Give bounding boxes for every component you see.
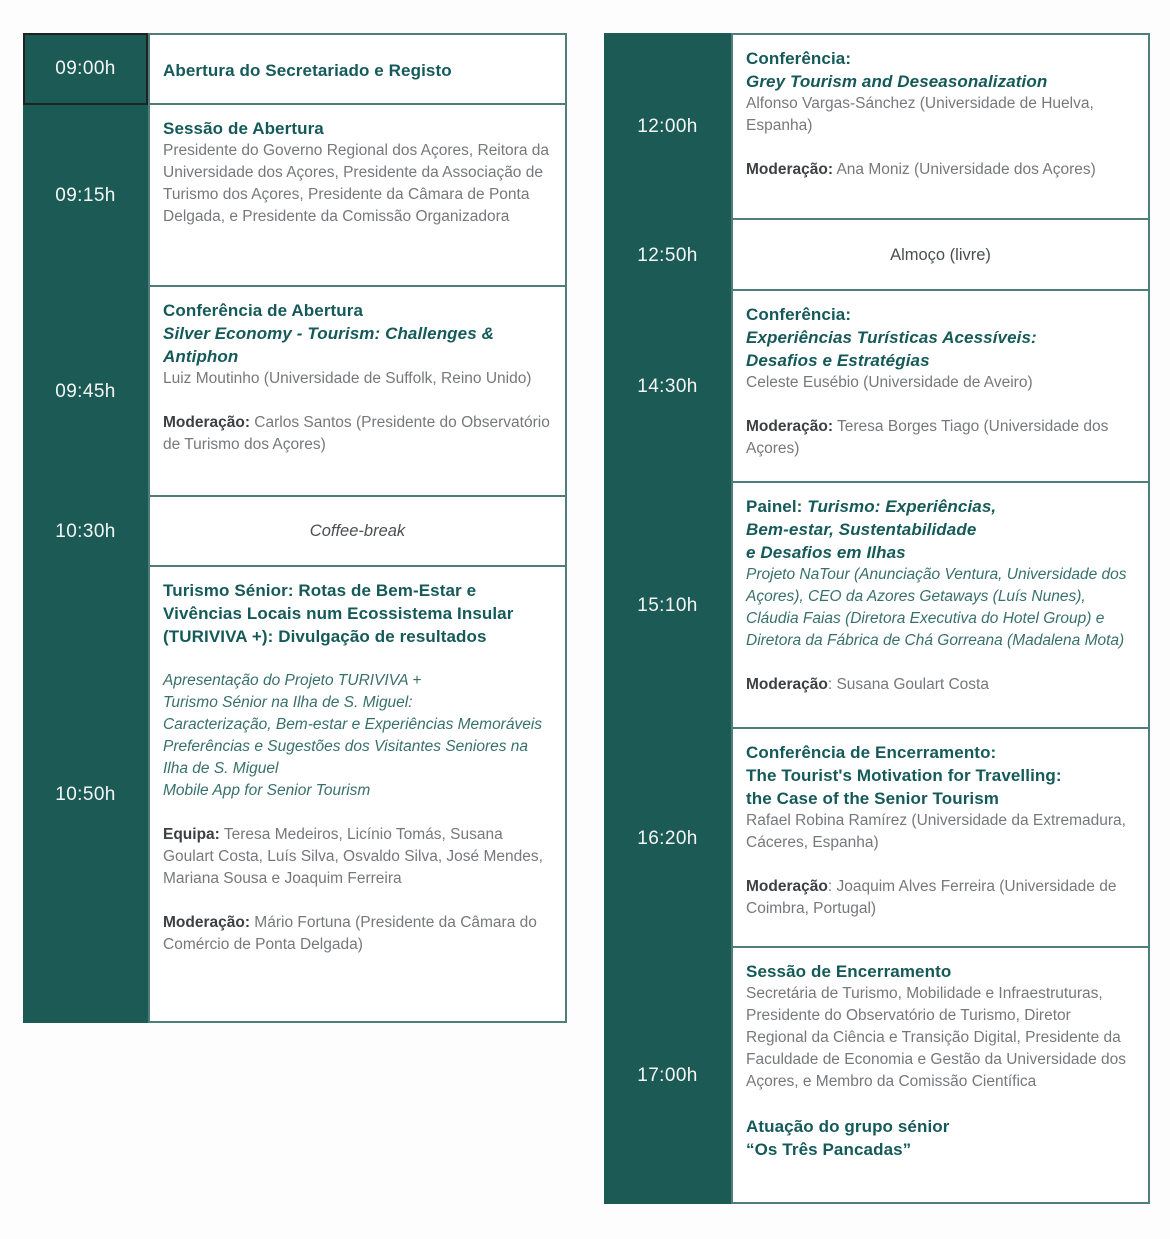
- paragraph-spacer: [746, 394, 1134, 416]
- session-subtitle: Grey Tourism and Deseasonalization: [746, 72, 1048, 91]
- time-cell: 10:30h: [23, 497, 148, 567]
- time-cell: 09:15h: [23, 105, 148, 287]
- time-cell: 10:50h: [23, 567, 148, 1023]
- bold-label: Moderação: [746, 676, 828, 693]
- bold-label: Moderação:: [746, 418, 833, 435]
- session-cell: [148, 497, 567, 567]
- time-cell: 17:00h: [604, 948, 731, 1204]
- session-title: Atuação do grupo sénior “Os Três Pancadas”: [746, 1117, 950, 1159]
- break-label: Coffee-break: [309, 522, 406, 540]
- session-title: Painel: Turismo: Experiências, Bem-estar, Sustentabilidade e Desafios em Ilhas: [746, 497, 997, 562]
- time-cell: 09:00h: [23, 33, 148, 105]
- schedule-row: [23, 497, 567, 567]
- session-cell: [148, 567, 567, 1023]
- moderation-line: Moderação: Teresa Borges Tiago (Universidade dos Açores): [746, 418, 1109, 457]
- paragraph-spacer: [746, 854, 1134, 876]
- schedule-row: [604, 729, 1150, 948]
- paragraph-spacer: [163, 390, 551, 412]
- time-cell: 15:10h: [604, 483, 731, 729]
- session-subtitle: Experiências Turísticas Acessíveis: Desafios e Estratégias: [746, 328, 1037, 370]
- session-speakers: Celeste Eusébio (Universidade de Aveiro): [746, 374, 1033, 391]
- session-title-italic-part: Turismo: Experiências, Bem-estar, Sustentabilidade e Desafios em Ilhas: [746, 497, 997, 562]
- paragraph-spacer: [746, 1093, 1134, 1115]
- schedule-row: [23, 105, 567, 287]
- bold-label: Moderação: [746, 878, 828, 895]
- session-speakers: Rafael Robina Ramírez (Universidade da Extremadura, Cáceres, Espanha): [746, 812, 1126, 851]
- break-label: Almoço (livre): [890, 245, 991, 264]
- paragraph-spacer: [163, 802, 551, 824]
- session-cell: [731, 729, 1150, 948]
- session-speakers: Alfonso Vargas-Sánchez (Universidade de Huelva, Espanha): [746, 95, 1094, 134]
- moderation-line: Moderação: Joaquim Alves Ferreira (Universidade de Coimbra, Portugal): [746, 878, 1117, 917]
- paragraph-spacer: [163, 890, 551, 912]
- bold-label: Moderação:: [746, 161, 833, 178]
- time-cell: 12:00h: [604, 33, 731, 220]
- paragraph-spacer: [746, 137, 1134, 159]
- bold-label: Moderação:: [163, 414, 250, 431]
- bold-label: Moderação:: [163, 914, 250, 931]
- paragraph-spacer: [163, 648, 551, 670]
- session-speakers: Presidente do Governo Regional dos Açores, Reitora da Universidade dos Açores, Presidente da Associação de Turismo dos Açores, Presidente da Câmara de Ponta Delgada, e Presidente da Comissão Organizadora: [163, 142, 550, 225]
- session-cell: [731, 483, 1150, 729]
- session-cell: [148, 287, 567, 497]
- schedule-row: [604, 483, 1150, 729]
- moderation-line: Moderação: Susana Goulart Costa: [746, 676, 989, 693]
- session-cell: [148, 105, 567, 287]
- session-cell: [731, 948, 1150, 1204]
- moderation-line: Moderação: Carlos Santos (Presidente do Observatório de Turismo dos Açores): [163, 414, 550, 453]
- schedule-row: [23, 33, 567, 105]
- schedule-row: [23, 287, 567, 497]
- session-title: Conferência:: [746, 49, 852, 68]
- session-topics: Apresentação do Projeto TURIVIVA + Turismo Sénior na Ilha de S. Miguel: Caracterização, Bem-estar e Experiências Memoráveis Preferências e Sugestões dos Visitantes Seniores na Ilha de S. Miguel Mobile App for Senior Tourism: [163, 672, 543, 799]
- schedule-row: [604, 948, 1150, 1204]
- session-title: Conferência de Encerramento: The Tourist's Motivation for Travelling: the Case of the Senior Tourism: [746, 743, 1062, 808]
- schedule-row: [604, 220, 1150, 291]
- moderation-line: Moderação: Mário Fortuna (Presidente da Câmara do Comércio de Ponta Delgada): [163, 914, 537, 953]
- paragraph-spacer: [746, 652, 1134, 674]
- session-topics: Projeto NaTour (Anunciação Ventura, Universidade dos Açores), CEO da Azores Getaways (Luís Nunes), Cláudia Faias (Diretora Executiva do Hotel Group) e Diretora da Fábrica de Chá Gorreana (Madalena Mota): [746, 566, 1127, 649]
- session-title: Abertura do Secretariado e Registo: [163, 60, 452, 80]
- session-title: Conferência:: [746, 305, 852, 324]
- schedule-row: [23, 567, 567, 1023]
- session-cell: [148, 33, 567, 105]
- moderation-line: Equipa: Teresa Medeiros, Licínio Tomás, Susana Goulart Costa, Luís Silva, Osvaldo Silva, José Mendes, Mariana Sousa e Joaquim Ferreira: [163, 826, 543, 887]
- schedule-column-afternoon: [604, 33, 1150, 1204]
- session-title: Sessão de Abertura: [163, 119, 324, 138]
- session-title: Conferência de Abertura: [163, 301, 364, 320]
- moderation-line: Moderação: Ana Moniz (Universidade dos Açores): [746, 161, 1096, 178]
- schedule-row: [604, 291, 1150, 483]
- schedule-row: [604, 33, 1150, 220]
- session-cell: [731, 220, 1150, 291]
- schedule-column-morning: [23, 33, 567, 1023]
- session-cell: [731, 291, 1150, 483]
- time-cell: 16:20h: [604, 729, 731, 948]
- bold-label: Equipa:: [163, 826, 220, 843]
- time-cell: 14:30h: [604, 291, 731, 483]
- session-speakers: Secretária de Turismo, Mobilidade e Infraestruturas, Presidente do Observatório de Turismo, Diretor Regional da Ciência e Transição Digital, Presidente da Faculdade de Economia e Gestão da Universidade dos Açores, e Membro da Comissão Científica: [746, 985, 1126, 1090]
- session-title: Sessão de Encerramento: [746, 962, 952, 981]
- time-cell: 09:45h: [23, 287, 148, 497]
- session-cell: [731, 33, 1150, 220]
- session-title: Turismo Sénior: Rotas de Bem-Estar e Vivências Locais num Ecossistema Insular (TURIVIVA +): Divulgação de resultados: [163, 581, 514, 646]
- session-subtitle: Silver Economy - Tourism: Challenges & Antiphon: [163, 324, 494, 366]
- session-speakers: Luiz Moutinho (Universidade de Suffolk, Reino Unido): [163, 370, 532, 387]
- time-cell: 12:50h: [604, 220, 731, 291]
